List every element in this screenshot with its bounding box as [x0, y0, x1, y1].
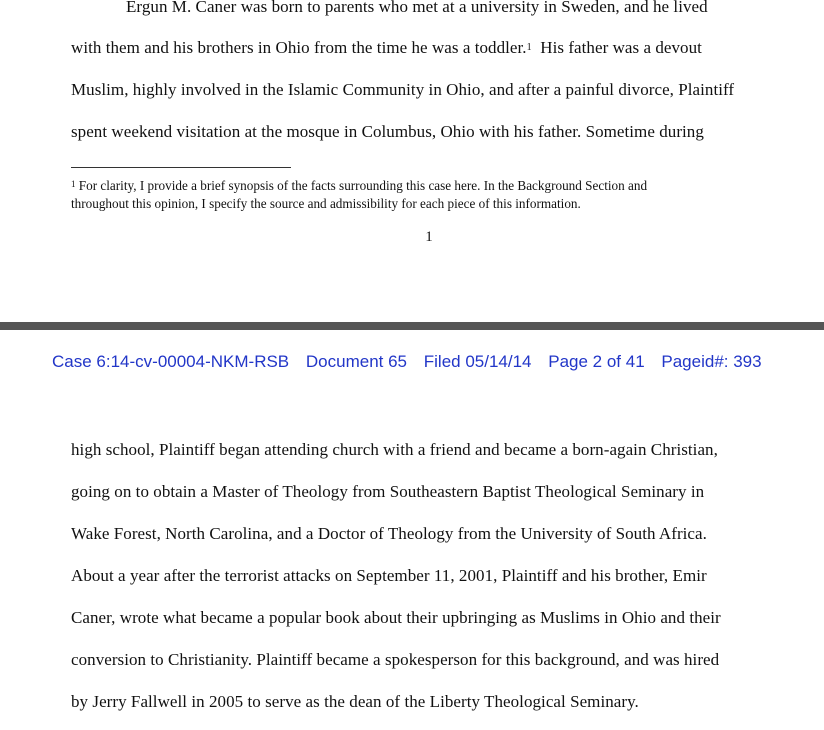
footnote-text-line: throughout this opinion, I specify the source and admissibility for each piece of this information. — [71, 196, 581, 211]
page-id: Pageid#: 393 — [661, 352, 762, 371]
page-separator — [0, 322, 824, 330]
body-text-line: Caner, wrote what became a popular book about their upbringing as Muslims in Ohio and their — [71, 608, 721, 627]
body-text-segment: His father was a devout — [540, 38, 702, 57]
body-text-segment: with them and his brothers in Ohio from the time he was a toddler. — [71, 38, 527, 57]
body-text-line: going on to obtain a Master of Theology from Southeastern Baptist Theological Seminary in — [71, 482, 705, 501]
page-number: 1 — [425, 229, 433, 245]
body-text-line: About a year after the terrorist attacks on September 11, 2001, Plaintiff and his brother, Emir — [71, 566, 707, 585]
body-text-line: spent weekend visitation at the mosque in Columbus, Ohio with his father. Sometime during — [71, 122, 704, 141]
body-text-line: Ergun M. Caner was born to parents who met at a university in Sweden, and he lived — [126, 0, 708, 16]
footnote-mark: 1 — [71, 179, 76, 189]
case-number: Case 6:14-cv-00004-NKM-RSB — [52, 352, 290, 371]
footnote-reference: 1 — [526, 42, 532, 53]
page-count: Page 2 of 41 — [548, 352, 645, 371]
document-page-1 — [0, 0, 824, 322]
body-text-line — [71, 38, 702, 61]
body-text-line: high school, Plaintiff began attending church with a friend and became a born-again Christian, — [71, 440, 718, 459]
court-filing-header — [52, 351, 762, 373]
footnote-text-line — [71, 178, 647, 195]
body-text-line: conversion to Christianity. Plaintiff became a spokesperson for this background, and was hired — [71, 650, 720, 669]
filed-date: Filed 05/14/14 — [423, 352, 532, 371]
body-text-line: by Jerry Fallwell in 2005 to serve as the dean of the Liberty Theological Seminary. — [71, 692, 639, 711]
body-text-line: Wake Forest, North Carolina, and a Doctor of Theology from the University of South Africa. — [71, 524, 707, 543]
footnote-text-segment: For clarity, I provide a brief synopsis of the facts surrounding this case here. In the Background Section and — [78, 178, 648, 193]
document-number: Document 65 — [305, 352, 408, 371]
footnote-divider — [71, 167, 291, 168]
body-text-line: Muslim, highly involved in the Islamic Community in Ohio, and after a painful divorce, Plaintiff — [71, 80, 735, 99]
